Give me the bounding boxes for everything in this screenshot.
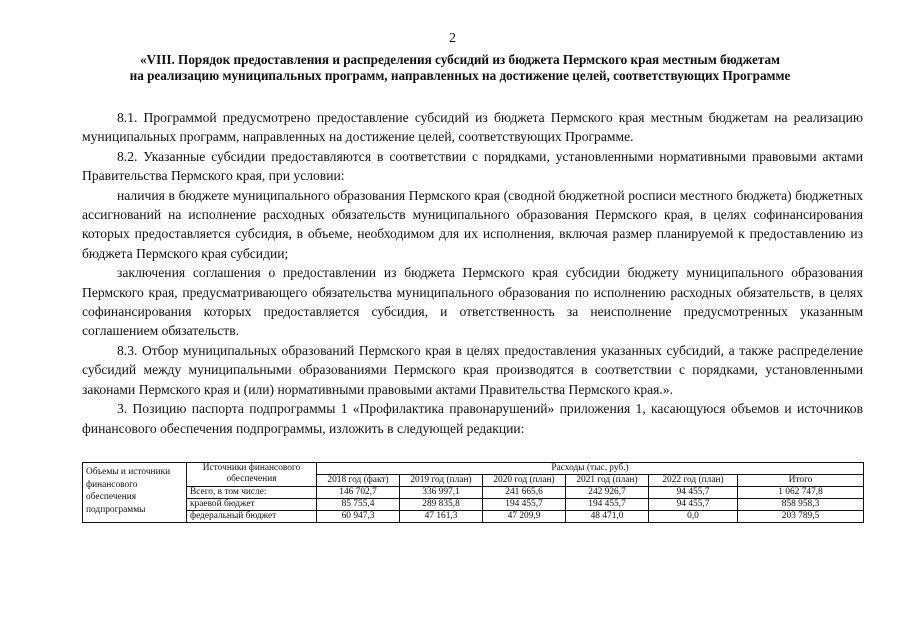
paragraph-8-1: 8.1. Программой предусмотрено предоставление субсидий из бюджета Пермского края местным бюджетам на реализацию муниципальных программ, направленных на достижение целей, соответствующих Программе. [82,110,863,145]
total-cell: 858 958,3 [738,499,864,511]
sources-header-cell: Источники финансового обеспечения [187,463,317,487]
table-row [83,511,864,523]
value-cell: 48 471,0 [566,511,649,523]
section-title-line1: «VIII. Порядок предоставления и распределения субсидий из бюджета Пермского края местным бюджетам [139,52,781,67]
value-cell: 60 947,3 [317,511,400,523]
body-text [82,108,863,438]
value-cell: 241 665,6 [483,487,566,499]
paragraph-3: 3. Позицию паспорта подпрограммы 1 «Профилактика правонарушений» приложения 1, касающуюся объемов и источников финансового обеспечения подпрограммы, изложить в следующей редакции: [82,401,863,436]
value-cell: 194 455,7 [483,499,566,511]
value-cell: 47 161,3 [400,511,483,523]
expenses-header-cell: Расходы (тыс. руб.) [317,463,864,475]
section-title [70,52,850,84]
value-cell: 94 455,7 [649,499,738,511]
year-header: 2021 год (план) [566,475,649,487]
year-header: 2020 год (план) [483,475,566,487]
page-number: 2 [449,31,456,46]
value-cell: 289 835,8 [400,499,483,511]
financing-table [82,462,864,523]
value-cell: 85 755,4 [317,499,400,511]
row-header-cell: Объемы и источники финансового обеспечения подпрограммы [83,463,187,523]
total-cell: 1 062 747,8 [738,487,864,499]
total-cell: 203 789,5 [738,511,864,523]
table-header-row-1 [83,463,864,475]
year-header: 2022 год (план) [649,475,738,487]
total-header: Итого [738,475,864,487]
table-row [83,487,864,499]
value-cell: 336 997,1 [400,487,483,499]
source-cell: краевой бюджет [187,499,317,511]
value-cell: 242 926,7 [566,487,649,499]
value-cell: 94 455,7 [649,487,738,499]
year-header: 2019 год (план) [400,475,483,487]
source-cell: Всего, в том числе: [187,487,317,499]
paragraph-8-3: 8.3. Отбор муниципальных образований Пермского края в целях предоставления указанных субсидий, а также распределение субсидий между муниципальными образованиями Пермского края производятся в соответствии с порядками, установленными законами Пермского края и (или) нормативными правовыми актами Правительства Пермского края.». [82,342,863,397]
value-cell: 194 455,7 [566,499,649,511]
paragraph-condition-budget: наличия в бюджете муниципального образования Пермского края (сводной бюджетной росписи местного бюджета) бюджетных ассигнований на исполнение расходных обязательств муниципального образования Пермского края, в целях софинансирования которых предоставляется субсидия, в объеме, необходимом для их исполнения, включая размер планируемой к предоставлению из бюджета Пермского края субсидии; [82,187,863,261]
section-title-line2: на реализацию муниципальных программ, направленных на достижение целей, соответствующих Программе [129,68,791,83]
year-header: 2018 год (факт) [317,475,400,487]
table-row [83,499,864,511]
value-cell: 0,0 [649,511,738,523]
paragraph-condition-agreement: заключения соглашения о предоставлении из бюджета Пермского края субсидии бюджету муниципального образования Пермского края, предусматривающего обязательства муниципального образования по исполнению расходных обязательств, в целях софинансирования которых предоставляется субсидия, и ответственность за неисполнение предусмотренных указанным соглашением обязательств. [82,265,863,339]
value-cell: 47 209,9 [483,511,566,523]
source-cell: федеральный бюджет [187,511,317,523]
value-cell: 146 702,7 [317,487,400,499]
paragraph-8-2: 8.2. Указанные субсидии предоставляются в соответствии с порядками, установленными нормативными правовыми актами Правительства Пермского края, при условии: [82,148,863,184]
